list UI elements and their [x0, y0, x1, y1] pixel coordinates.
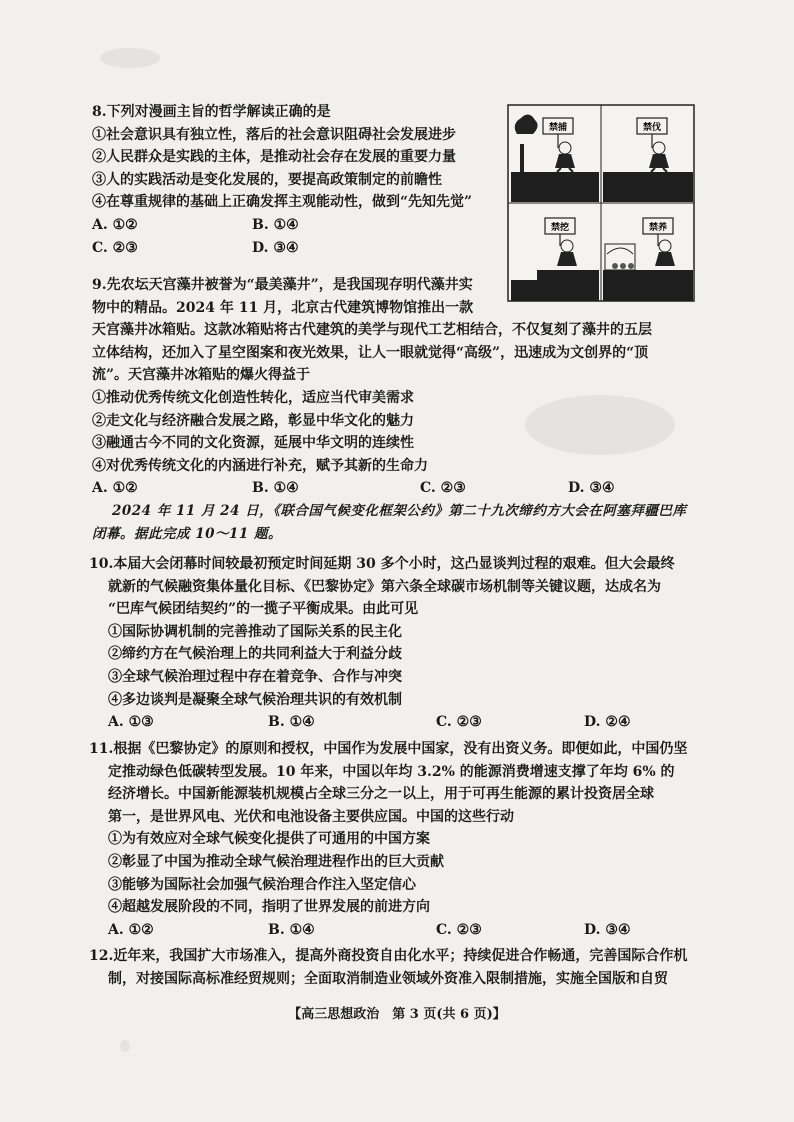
- choice-d[interactable]: D. ③④: [568, 480, 615, 497]
- sign-text-1: 禁捕: [548, 123, 568, 133]
- cartoon-image: [507, 104, 695, 302]
- question-11-line-1: 11.根据《巴黎协定》的原则和授权，中国作为发展中国家，没有出资义务。即便如此，中国仍坚: [89, 741, 688, 757]
- choice-c[interactable]: C. ②③: [92, 239, 138, 256]
- question-12-line-1: 12.近年来，我国扩大市场准入，提高外商投资自由化水平；持续促进合作畅通，完善国际合作机: [89, 948, 688, 964]
- question-10-line-1: 10.本届大会闭幕时间较最初预定时间延期 30 多个小时，这凸显谈判过程的艰难。但大会最终: [89, 556, 675, 572]
- question-11: [89, 738, 709, 941]
- question-8-option-4: ④在尊重规律的基础上正确发挥主观能动性，做到“先知先觉”: [92, 194, 473, 211]
- choice-d[interactable]: D. ②④: [584, 714, 631, 731]
- question-10-line-2: 就新的气候融资集体量化目标、《巴黎协定》第六条全球碳市场机制等关键议题，达成名为: [108, 578, 661, 595]
- question-12: [89, 945, 709, 990]
- page-footer: 【高三思想政治 第 3 页(共 6 页)】: [288, 1007, 506, 1022]
- question-10-option-3: ③全球气候治理过程中存在着竞争、合作与冲突: [108, 668, 402, 685]
- choice-b[interactable]: B. ①④: [252, 480, 299, 497]
- sign-text-3: 禁挖: [550, 223, 570, 233]
- passage-line-2: 闭幕。据此完成 10～11 题。: [92, 525, 282, 542]
- question-10-choices: [89, 711, 709, 734]
- question-10-option-2: ②缔约方在气候治理上的共同利益大于利益分歧: [108, 646, 402, 663]
- choice-b[interactable]: B. ①④: [268, 921, 315, 938]
- question-11-option-4: ④超越发展阶段的不同，指明了世界发展的前进方向: [108, 899, 430, 916]
- question-8-stem: 8.下列对漫画主旨的哲学解读正确的是: [92, 104, 331, 120]
- shared-passage: [92, 500, 712, 545]
- question-8-option-1: ①社会意识具有独立性，落后的社会意识阻碍社会发展进步: [92, 126, 456, 143]
- question-11-option-3: ③能够为国际社会加强气候治理合作注入坚定信心: [108, 876, 416, 893]
- choice-c[interactable]: C. ②③: [420, 480, 466, 497]
- question-8-option-3: ③人的实践活动是变化发展的，要提高政策制定的前瞻性: [92, 171, 442, 188]
- sign-text-2: 禁伐: [642, 123, 662, 133]
- question-9-option-4: ④对优秀传统文化的内涵进行补充，赋予其新的生命力: [92, 457, 428, 474]
- question-11-option-2: ②彰显了中国为推动全球气候治理进程作出的巨大贡献: [108, 853, 444, 870]
- choice-c[interactable]: C. ②③: [436, 921, 482, 938]
- question-11-line-2: 定推动绿色低碳转型发展。10 年来，中国以年均 3.2% 的能源消费增速支撑了年均 6% 的: [108, 763, 675, 780]
- question-8-option-2: ②人民群众是实践的主体，是推动社会存在发展的重要力量: [92, 149, 456, 166]
- choice-a[interactable]: A. ①②: [92, 480, 138, 497]
- choice-b[interactable]: B. ①④: [268, 714, 315, 731]
- question-10-line-3: “巴库气候团结契约”的一揽子平衡成果。由此可见: [108, 601, 419, 618]
- question-9-line-2: 物中的精品。2024 年 11 月，北京古代建筑博物馆推出一款: [92, 299, 474, 316]
- question-11-line-4: 第一，是世界风电、光伏和电池设备主要供应国。中国的这些行动: [108, 808, 514, 825]
- question-10: [89, 553, 709, 734]
- question-9-option-3: ③融通古今不同的文化资源，延展中华文明的连续性: [92, 435, 414, 452]
- passage-line-1: 2024 年 11 月 24 日，《联合国气候变化框架公约》第二十九次缔约方大会在阿塞拜疆巴库: [112, 503, 687, 519]
- question-11-choices: [89, 919, 709, 942]
- choice-b[interactable]: B. ①④: [252, 216, 299, 233]
- question-9-line-1: 9.先农坛天宫藻井被誉为“最美藻井”，是我国现存明代藻井实: [92, 277, 473, 293]
- sign-text-4: 禁养: [648, 223, 668, 233]
- question-11-option-1: ①为有效应对全球气候变化提供了可通用的中国方案: [108, 831, 430, 848]
- question-12-line-2: 制，对接国际高标准经贸规则；全面取消制造业领域外资准入限制措施，实施全国版和自贸: [108, 970, 668, 987]
- choice-c[interactable]: C. ②③: [436, 714, 482, 731]
- question-9-line-3: 天宫藻井冰箱贴。这款冰箱贴将古代建筑的美学与现代工艺相结合，不仅复刻了藻井的五层: [92, 322, 652, 339]
- question-9-line-5: 流”。天宫藻井冰箱贴的爆火得益于: [92, 367, 311, 384]
- choice-a[interactable]: A. ①②: [92, 216, 138, 233]
- question-9-line-4: 立体结构，还加入了星空图案和夜光效果，让人一眼就觉得“高级”，迅速成为文创界的“顶: [92, 344, 649, 361]
- question-9-option-1: ①推动优秀传统文化创造性转化，适应当代审美需求: [92, 389, 414, 406]
- question-11-line-3: 经济增长。中国新能源装机规模占全球三分之一以上，用于可再生能源的累计投资居全球: [108, 786, 654, 803]
- choice-a[interactable]: A. ①③: [108, 714, 154, 731]
- question-9: [92, 274, 712, 500]
- choice-a[interactable]: A. ①②: [108, 921, 154, 938]
- question-9-option-2: ②走文化与经济融合发展之路，彰显中华文化的魅力: [92, 412, 414, 429]
- choice-d[interactable]: D. ③④: [252, 239, 299, 256]
- choice-d[interactable]: D. ③④: [584, 921, 631, 938]
- question-10-option-1: ①国际协调机制的完善推动了国际关系的民主化: [108, 623, 402, 640]
- question-10-option-4: ④多边谈判是凝聚全球气候治理共识的有效机制: [108, 691, 402, 708]
- question-9-choices: [92, 477, 712, 500]
